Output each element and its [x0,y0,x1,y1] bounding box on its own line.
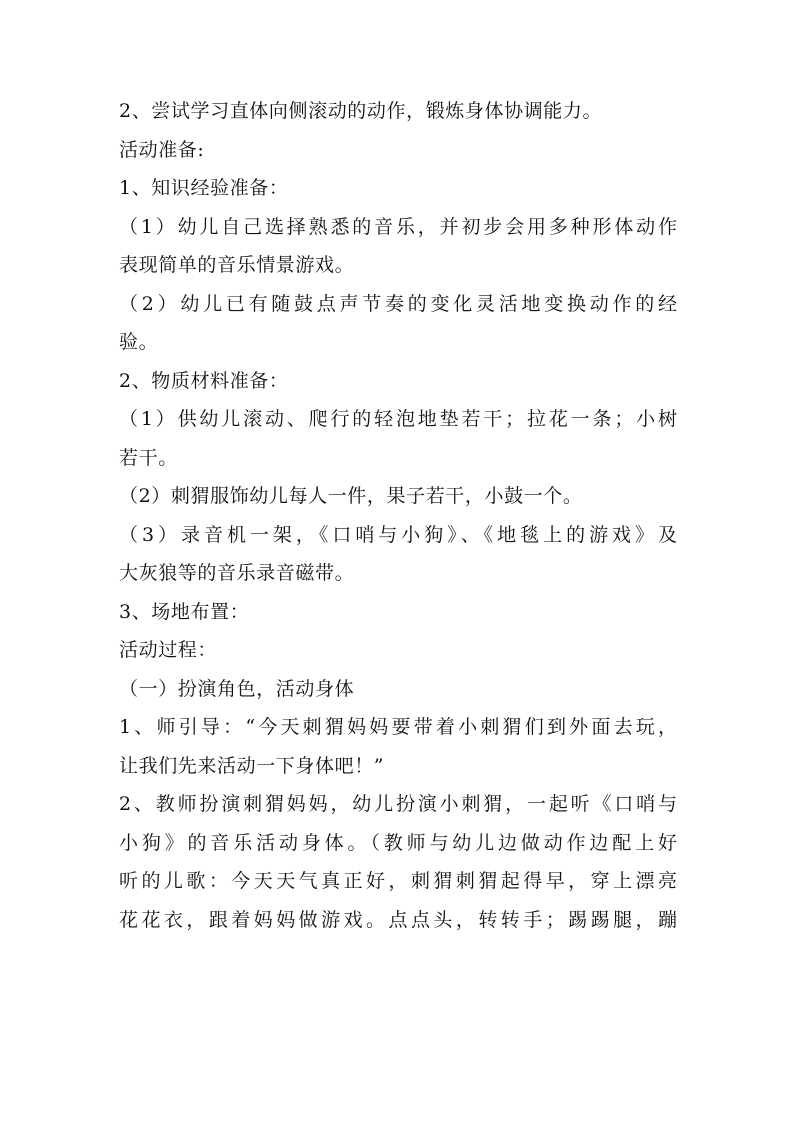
subheading-role-play: （一）扮演角色，活动身体 [119,677,355,700]
paragraph-line: （1）供幼儿滚动、爬行的轻泡地垫若干；拉花一条；小树 [119,408,677,430]
section-heading-process: 活动过程： [119,639,218,661]
paragraph-line: 1、师引导：“今天刺猬妈妈要带着小刺猬们到外面去玩， [119,716,677,738]
paragraph-line: （2）幼儿已有随鼓点声节奏的变化灵活地变换动作的经 [119,292,677,315]
paragraph-line: 若干。 [119,446,178,469]
subheading-knowledge-prep: 1、知识经验准备： [119,177,289,199]
paragraph-line: （2）刺猬服饰幼儿每人一件，果子若干，小鼓一个。 [119,485,583,507]
paragraph-line: 花花衣，跟着妈妈做游戏。点点头，转转手；踢踢腿，蹦 [119,908,677,931]
document-body [119,92,677,939]
paragraph-line: 大灰狼等的音乐录音磁带。 [119,562,355,584]
paragraph-line: 小狗》的音乐活动身体。（教师与幼儿边做动作边配上好 [119,831,677,854]
paragraph-line: 验。 [119,331,159,353]
goal-item-2: 2、尝试学习直体向侧滚动的动作，锻炼身体协调能力。 [119,100,603,122]
subheading-materials-prep: 2、物质材料准备： [119,369,289,392]
paragraph-line: 让我们先来活动一下身体吧！” [119,754,385,777]
paragraph-line: 表现简单的音乐情景游戏。 [119,254,355,276]
paragraph-line: 2、教师扮演刺猬妈妈，幼儿扮演小刺猬，一起听《口哨与 [119,793,677,815]
paragraph-line: 听的儿歌：今天天气真正好，刺猬刺猬起得早，穿上漂亮 [119,870,677,892]
paragraph-line: （1）幼儿自己选择熟悉的音乐，并初步会用多种形体动作 [119,215,677,238]
paragraph-line: （3）录音机一架，《口哨与小狗》、《地毯上的游戏》及 [119,523,677,546]
subheading-venue-setup: 3、场地布置： [119,600,250,623]
section-heading-preparation: 活动准备: [119,138,205,161]
